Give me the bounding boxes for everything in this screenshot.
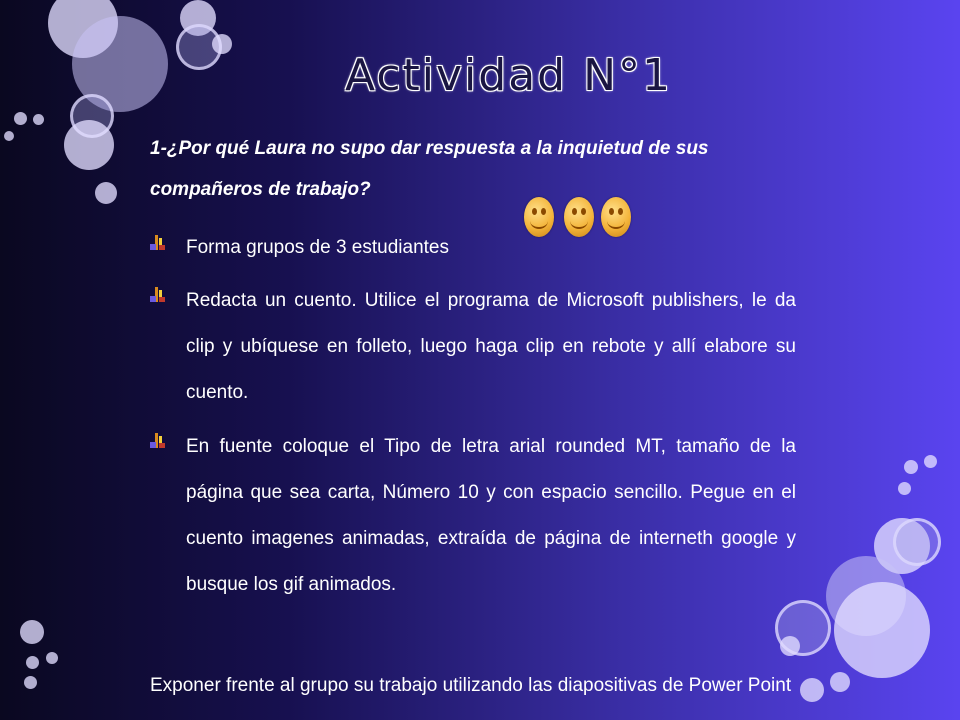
bubble-decoration [33, 114, 44, 125]
bubble-decoration [212, 34, 232, 54]
bubble-decoration [834, 582, 930, 678]
bubble-decoration [898, 482, 911, 495]
bullet-text: En fuente coloque el Tipo de letra arial rounded MT, tamaño de la página que sea carta, Número 10 y con espacio sencillo. Pegue en el cuento imagenes animadas, extraída de página de interneth google y busque los gif animados. [186, 436, 796, 595]
bubble-decoration [95, 182, 117, 204]
bubble-decoration [924, 455, 937, 468]
bubble-decoration [830, 672, 850, 692]
multicolor-square-bullet-icon [150, 287, 165, 302]
bubble-decoration [20, 620, 44, 644]
bubble-decoration [4, 131, 14, 141]
bubble-decoration [904, 460, 918, 474]
bullet-item [150, 226, 796, 270]
slide-title: Actividad N°1 [345, 50, 672, 101]
footer-text: Exponer frente al grupo su trabajo utilizando las diapositivas de Power Point [150, 675, 792, 696]
bullet-item [150, 278, 796, 416]
bubble-decoration [893, 518, 941, 566]
bubble-decoration [780, 636, 800, 656]
multicolor-square-bullet-icon [150, 235, 165, 250]
bubble-decoration [26, 656, 39, 669]
bullet-text: Redacta un cuento. Utilice el programa de Microsoft publishers, le da clip y ubíquese en folleto, luego haga clip en rebote y allí elabore su cuento. [186, 290, 796, 403]
question-text: 1-¿Por qué Laura no supo dar respuesta a la inquietud de sus compañeros de trabajo? [150, 138, 709, 200]
multicolor-square-bullet-icon [150, 433, 165, 448]
bullet-text: Forma grupos de 3 estudiantes [186, 237, 449, 258]
bullet-item [150, 424, 796, 608]
activity-bullet-list [150, 226, 796, 608]
bubble-decoration [24, 676, 37, 689]
bubble-decoration [14, 112, 27, 125]
bubble-decoration [64, 120, 114, 170]
bubble-decoration [46, 652, 58, 664]
